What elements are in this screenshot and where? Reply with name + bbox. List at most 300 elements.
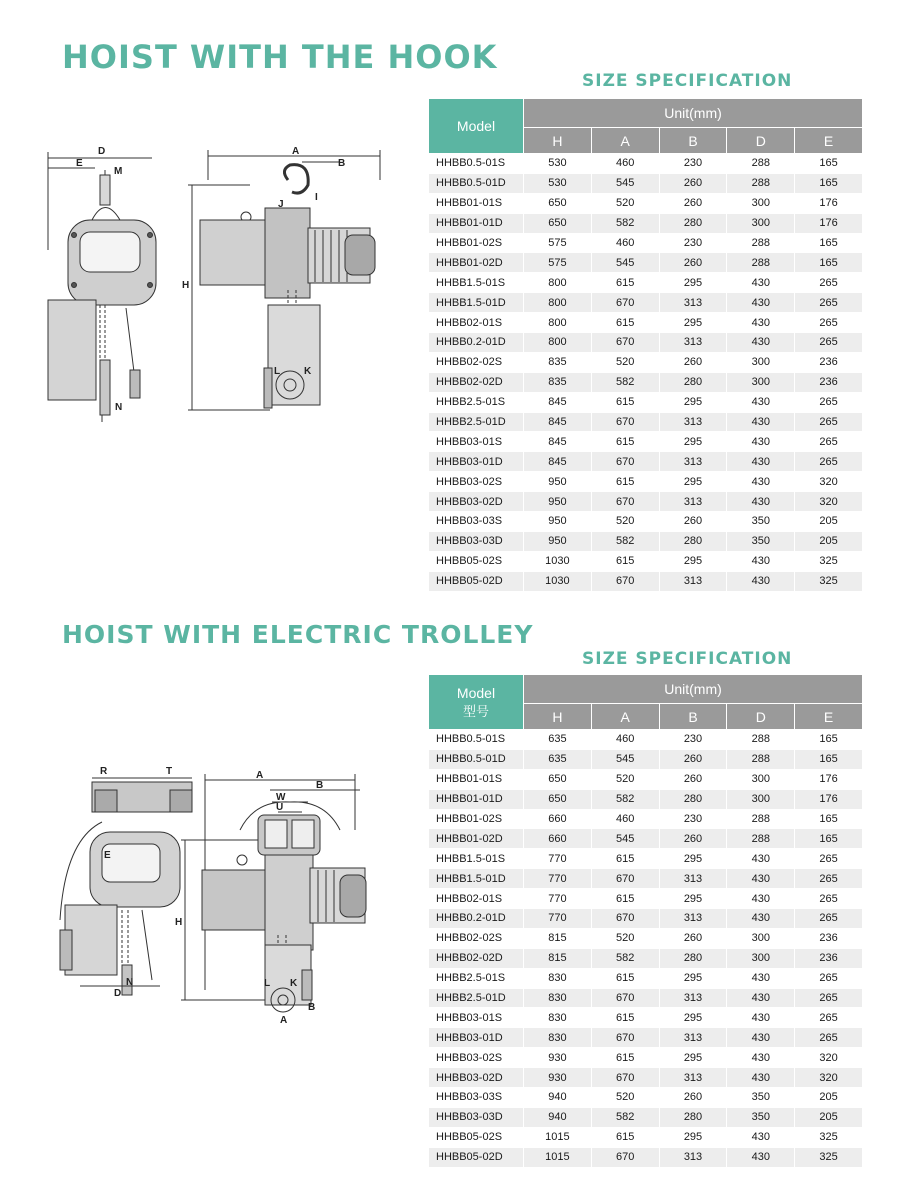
- model-cell: HHBB01-02S: [429, 809, 524, 829]
- value-cell: 320: [795, 472, 863, 492]
- value-cell: 165: [795, 749, 863, 769]
- table-row: [429, 173, 863, 193]
- table-row: [429, 1068, 863, 1088]
- dim-label-a: A: [292, 146, 300, 157]
- value-cell: 300: [727, 769, 795, 789]
- dim-label-h-side: H: [182, 280, 190, 291]
- unit-header: Unit(mm): [524, 99, 863, 128]
- table-row: [429, 452, 863, 472]
- table-row: [429, 769, 863, 789]
- model-cell: HHBB2.5-01S: [429, 392, 524, 412]
- value-cell: 930: [524, 1048, 592, 1068]
- table-row: [429, 551, 863, 571]
- dim-label-k: K: [304, 366, 312, 377]
- model-cell: HHBB02-02D: [429, 372, 524, 392]
- value-cell: 430: [727, 273, 795, 293]
- column-header-h: H: [524, 704, 592, 730]
- model-cell: HHBB03-02S: [429, 472, 524, 492]
- table-row: [429, 372, 863, 392]
- model-cell: HHBB0.5-01D: [429, 173, 524, 193]
- table-row: [429, 889, 863, 909]
- column-header-a: A: [591, 128, 659, 154]
- column-header-b: B: [659, 128, 727, 154]
- model-cell: HHBB02-01S: [429, 313, 524, 333]
- model-cell: HHBB0.2-01D: [429, 909, 524, 929]
- value-cell: 313: [659, 333, 727, 353]
- value-cell: 280: [659, 948, 727, 968]
- dim-label-u: U: [276, 802, 284, 813]
- dim-label-n: N: [126, 977, 134, 988]
- dim-label-b: B: [338, 158, 346, 169]
- dim-label-m: M: [114, 166, 123, 177]
- value-cell: 430: [727, 492, 795, 512]
- table-row: [429, 313, 863, 333]
- model-cell: HHBB03-02D: [429, 1068, 524, 1088]
- value-cell: 940: [524, 1107, 592, 1127]
- value-cell: 260: [659, 193, 727, 213]
- value-cell: 545: [591, 253, 659, 273]
- value-cell: 830: [524, 1008, 592, 1028]
- value-cell: 236: [795, 372, 863, 392]
- value-cell: 325: [795, 1127, 863, 1147]
- table-row: [429, 432, 863, 452]
- value-cell: 350: [727, 531, 795, 551]
- model-cell: HHBB01-01D: [429, 213, 524, 233]
- value-cell: 615: [591, 313, 659, 333]
- value-cell: 260: [659, 1088, 727, 1108]
- model-cell: HHBB0.5-01D: [429, 749, 524, 769]
- value-cell: 670: [591, 909, 659, 929]
- model-header: [429, 675, 524, 730]
- value-cell: 545: [591, 173, 659, 193]
- value-cell: 1030: [524, 551, 592, 571]
- table-row: [429, 472, 863, 492]
- value-cell: 313: [659, 492, 727, 512]
- value-cell: 670: [591, 1147, 659, 1167]
- dim-label-b-bottom: B: [308, 1002, 316, 1013]
- model-cell: HHBB01-02S: [429, 233, 524, 253]
- value-cell: 582: [591, 531, 659, 551]
- value-cell: 650: [524, 789, 592, 809]
- value-cell: 176: [795, 213, 863, 233]
- table-row: [429, 1088, 863, 1108]
- value-cell: 1015: [524, 1127, 592, 1147]
- value-cell: 575: [524, 233, 592, 253]
- value-cell: 295: [659, 1127, 727, 1147]
- value-cell: 320: [795, 1048, 863, 1068]
- model-cell: HHBB01-01D: [429, 789, 524, 809]
- value-cell: 265: [795, 333, 863, 353]
- value-cell: 265: [795, 909, 863, 929]
- value-cell: 520: [591, 769, 659, 789]
- model-cell: HHBB02-02S: [429, 352, 524, 372]
- section-title-trolley: HOIST WITH ELECTRIC TROLLEY: [62, 620, 534, 649]
- model-cell: HHBB02-02S: [429, 928, 524, 948]
- model-header-en: Model: [456, 684, 496, 701]
- value-cell: 288: [727, 809, 795, 829]
- table-row: [429, 1127, 863, 1147]
- value-cell: 295: [659, 432, 727, 452]
- spec-table-body: [429, 154, 863, 592]
- value-cell: 295: [659, 889, 727, 909]
- value-cell: 615: [591, 889, 659, 909]
- value-cell: 650: [524, 213, 592, 233]
- table-row: [429, 789, 863, 809]
- value-cell: 300: [727, 372, 795, 392]
- value-cell: 460: [591, 809, 659, 829]
- value-cell: 615: [591, 849, 659, 869]
- value-cell: 430: [727, 988, 795, 1008]
- dim-label-h-side: H: [175, 917, 183, 928]
- value-cell: 300: [727, 928, 795, 948]
- size-specification-label: SIZE SPECIFICATION: [582, 71, 793, 91]
- model-cell: HHBB05-02S: [429, 1127, 524, 1147]
- dim-label-a-bottom: A: [280, 1015, 288, 1026]
- value-cell: 460: [591, 233, 659, 253]
- value-cell: 295: [659, 968, 727, 988]
- value-cell: 670: [591, 571, 659, 591]
- value-cell: 295: [659, 273, 727, 293]
- value-cell: 288: [727, 253, 795, 273]
- value-cell: 430: [727, 1028, 795, 1048]
- value-cell: 295: [659, 392, 727, 412]
- table-row: [429, 829, 863, 849]
- dim-label-a: A: [256, 770, 264, 781]
- value-cell: 670: [591, 1068, 659, 1088]
- section-title-hook: HOIST WITH THE HOOK: [62, 38, 498, 76]
- dim-label-n: N: [115, 402, 123, 413]
- value-cell: 313: [659, 1068, 727, 1088]
- value-cell: 950: [524, 492, 592, 512]
- value-cell: 830: [524, 988, 592, 1008]
- value-cell: 295: [659, 1048, 727, 1068]
- model-cell: HHBB05-02D: [429, 1147, 524, 1167]
- value-cell: 950: [524, 512, 592, 532]
- value-cell: 265: [795, 273, 863, 293]
- value-cell: 615: [591, 432, 659, 452]
- model-cell: HHBB03-01S: [429, 1008, 524, 1028]
- value-cell: 430: [727, 551, 795, 571]
- value-cell: 313: [659, 988, 727, 1008]
- dim-label-r: R: [100, 766, 108, 777]
- value-cell: 800: [524, 333, 592, 353]
- table-row: [429, 1028, 863, 1048]
- value-cell: 325: [795, 1147, 863, 1167]
- value-cell: 165: [795, 829, 863, 849]
- table-row: [429, 1008, 863, 1028]
- value-cell: 670: [591, 333, 659, 353]
- table-row: [429, 909, 863, 929]
- value-cell: 670: [591, 869, 659, 889]
- value-cell: 815: [524, 928, 592, 948]
- value-cell: 176: [795, 769, 863, 789]
- value-cell: 520: [591, 193, 659, 213]
- model-cell: HHBB1.5-01S: [429, 273, 524, 293]
- value-cell: 615: [591, 392, 659, 412]
- value-cell: 265: [795, 849, 863, 869]
- value-cell: 176: [795, 193, 863, 213]
- dim-label-t: T: [166, 766, 173, 777]
- table-row: [429, 869, 863, 889]
- value-cell: 300: [727, 213, 795, 233]
- model-cell: HHBB1.5-01S: [429, 849, 524, 869]
- value-cell: 313: [659, 412, 727, 432]
- value-cell: 313: [659, 571, 727, 591]
- value-cell: 615: [591, 472, 659, 492]
- model-cell: HHBB03-01S: [429, 432, 524, 452]
- value-cell: 545: [591, 829, 659, 849]
- value-cell: 430: [727, 1008, 795, 1028]
- model-cell: HHBB01-02D: [429, 253, 524, 273]
- table-row: [429, 253, 863, 273]
- dim-label-i: I: [315, 192, 318, 203]
- value-cell: 165: [795, 173, 863, 193]
- dim-label-d: D: [114, 988, 122, 999]
- value-cell: 830: [524, 1028, 592, 1048]
- value-cell: 460: [591, 730, 659, 750]
- table-row: [429, 392, 863, 412]
- value-cell: 660: [524, 809, 592, 829]
- value-cell: 288: [727, 173, 795, 193]
- value-cell: 230: [659, 233, 727, 253]
- value-cell: 260: [659, 352, 727, 372]
- table-row: [429, 512, 863, 532]
- value-cell: 430: [727, 1127, 795, 1147]
- model-cell: HHBB03-03S: [429, 512, 524, 532]
- value-cell: 260: [659, 749, 727, 769]
- value-cell: 615: [591, 273, 659, 293]
- value-cell: 265: [795, 889, 863, 909]
- value-cell: 430: [727, 889, 795, 909]
- value-cell: 582: [591, 789, 659, 809]
- value-cell: 265: [795, 313, 863, 333]
- value-cell: 635: [524, 749, 592, 769]
- value-cell: 280: [659, 1107, 727, 1127]
- table-row: [429, 213, 863, 233]
- value-cell: 295: [659, 313, 727, 333]
- value-cell: 940: [524, 1088, 592, 1108]
- value-cell: 520: [591, 512, 659, 532]
- value-cell: 350: [727, 1088, 795, 1108]
- value-cell: 288: [727, 749, 795, 769]
- column-header-d: D: [727, 128, 795, 154]
- value-cell: 295: [659, 472, 727, 492]
- value-cell: 770: [524, 909, 592, 929]
- value-cell: 930: [524, 1068, 592, 1088]
- value-cell: 265: [795, 968, 863, 988]
- value-cell: 230: [659, 730, 727, 750]
- model-cell: HHBB05-02D: [429, 571, 524, 591]
- value-cell: 845: [524, 452, 592, 472]
- model-cell: HHBB03-01D: [429, 1028, 524, 1048]
- value-cell: 265: [795, 432, 863, 452]
- table-row: [429, 273, 863, 293]
- value-cell: 615: [591, 1127, 659, 1147]
- value-cell: 260: [659, 253, 727, 273]
- table-row: [429, 571, 863, 591]
- value-cell: 260: [659, 769, 727, 789]
- value-cell: 265: [795, 869, 863, 889]
- value-cell: 280: [659, 372, 727, 392]
- value-cell: 835: [524, 352, 592, 372]
- model-cell: HHBB03-03D: [429, 1107, 524, 1127]
- value-cell: 520: [591, 352, 659, 372]
- column-header-d: D: [727, 704, 795, 730]
- value-cell: 236: [795, 928, 863, 948]
- value-cell: 288: [727, 829, 795, 849]
- model-cell: HHBB1.5-01D: [429, 293, 524, 313]
- model-cell: HHBB03-01D: [429, 452, 524, 472]
- value-cell: 313: [659, 869, 727, 889]
- value-cell: 230: [659, 154, 727, 174]
- value-cell: 800: [524, 273, 592, 293]
- value-cell: 770: [524, 889, 592, 909]
- value-cell: 950: [524, 472, 592, 492]
- value-cell: 205: [795, 512, 863, 532]
- value-cell: 430: [727, 293, 795, 313]
- table-row: [429, 988, 863, 1008]
- value-cell: 230: [659, 809, 727, 829]
- value-cell: 430: [727, 571, 795, 591]
- value-cell: 295: [659, 849, 727, 869]
- value-cell: 815: [524, 948, 592, 968]
- value-cell: 295: [659, 1008, 727, 1028]
- model-cell: HHBB0.5-01S: [429, 730, 524, 750]
- value-cell: 295: [659, 551, 727, 571]
- value-cell: 430: [727, 968, 795, 988]
- dim-label-j: J: [278, 199, 284, 210]
- value-cell: 280: [659, 531, 727, 551]
- value-cell: 205: [795, 531, 863, 551]
- value-cell: 265: [795, 1008, 863, 1028]
- value-cell: 582: [591, 213, 659, 233]
- value-cell: 165: [795, 730, 863, 750]
- model-cell: HHBB02-02D: [429, 948, 524, 968]
- value-cell: 265: [795, 1028, 863, 1048]
- value-cell: 265: [795, 412, 863, 432]
- table-row: [429, 352, 863, 372]
- table-row: [429, 293, 863, 313]
- value-cell: 575: [524, 253, 592, 273]
- value-cell: 165: [795, 253, 863, 273]
- value-cell: 430: [727, 849, 795, 869]
- value-cell: 615: [591, 1008, 659, 1028]
- dim-label-b: B: [316, 780, 324, 791]
- value-cell: 165: [795, 233, 863, 253]
- table-row: [429, 154, 863, 174]
- model-cell: HHBB0.2-01D: [429, 333, 524, 353]
- value-cell: 830: [524, 968, 592, 988]
- model-cell: HHBB2.5-01D: [429, 988, 524, 1008]
- value-cell: 313: [659, 909, 727, 929]
- value-cell: 582: [591, 948, 659, 968]
- value-cell: 205: [795, 1107, 863, 1127]
- value-cell: 430: [727, 333, 795, 353]
- value-cell: 236: [795, 352, 863, 372]
- model-header-cn: 型号: [462, 703, 489, 719]
- value-cell: 313: [659, 1028, 727, 1048]
- value-cell: 280: [659, 789, 727, 809]
- model-cell: HHBB01-01S: [429, 193, 524, 213]
- value-cell: 313: [659, 293, 727, 313]
- model-header: Model: [429, 99, 524, 154]
- table-row: [429, 809, 863, 829]
- value-cell: 800: [524, 293, 592, 313]
- value-cell: 176: [795, 789, 863, 809]
- value-cell: 845: [524, 412, 592, 432]
- column-header-a: A: [591, 704, 659, 730]
- value-cell: 313: [659, 1147, 727, 1167]
- value-cell: 313: [659, 452, 727, 472]
- dim-label-k: K: [290, 978, 298, 989]
- value-cell: 670: [591, 1028, 659, 1048]
- value-cell: 320: [795, 1068, 863, 1088]
- spec-table-trolley: [428, 674, 863, 1168]
- value-cell: 545: [591, 749, 659, 769]
- model-cell: HHBB01-01S: [429, 769, 524, 789]
- model-cell: HHBB03-03D: [429, 531, 524, 551]
- value-cell: 670: [591, 492, 659, 512]
- value-cell: 300: [727, 948, 795, 968]
- value-cell: 350: [727, 512, 795, 532]
- value-cell: 430: [727, 1147, 795, 1167]
- model-cell: HHBB2.5-01D: [429, 412, 524, 432]
- value-cell: 615: [591, 968, 659, 988]
- dim-label-l: L: [264, 978, 271, 989]
- column-header-b: B: [659, 704, 727, 730]
- value-cell: 670: [591, 452, 659, 472]
- table-row: [429, 928, 863, 948]
- model-cell: HHBB2.5-01S: [429, 968, 524, 988]
- value-cell: 280: [659, 213, 727, 233]
- value-cell: 430: [727, 1048, 795, 1068]
- table-row: [429, 1107, 863, 1127]
- value-cell: 165: [795, 809, 863, 829]
- value-cell: 520: [591, 1088, 659, 1108]
- value-cell: 265: [795, 452, 863, 472]
- value-cell: 530: [524, 173, 592, 193]
- value-cell: 320: [795, 492, 863, 512]
- value-cell: 845: [524, 392, 592, 412]
- column-header-e: E: [795, 128, 863, 154]
- size-specification-label: SIZE SPECIFICATION: [582, 649, 793, 669]
- value-cell: 670: [591, 412, 659, 432]
- dim-label-e: E: [104, 850, 111, 861]
- unit-header: Unit(mm): [524, 675, 863, 704]
- model-cell: HHBB0.5-01S: [429, 154, 524, 174]
- value-cell: 288: [727, 233, 795, 253]
- value-cell: 615: [591, 551, 659, 571]
- value-cell: 582: [591, 1107, 659, 1127]
- value-cell: 660: [524, 829, 592, 849]
- column-header-e: E: [795, 704, 863, 730]
- value-cell: 265: [795, 392, 863, 412]
- value-cell: 260: [659, 173, 727, 193]
- value-cell: 260: [659, 928, 727, 948]
- value-cell: 430: [727, 412, 795, 432]
- value-cell: 300: [727, 352, 795, 372]
- value-cell: 300: [727, 789, 795, 809]
- model-cell: HHBB05-02S: [429, 551, 524, 571]
- table-row: [429, 193, 863, 213]
- table-row: [429, 531, 863, 551]
- value-cell: 430: [727, 1068, 795, 1088]
- value-cell: 265: [795, 293, 863, 313]
- table-row: [429, 948, 863, 968]
- value-cell: 650: [524, 193, 592, 213]
- model-cell: HHBB03-02S: [429, 1048, 524, 1068]
- value-cell: 205: [795, 1088, 863, 1108]
